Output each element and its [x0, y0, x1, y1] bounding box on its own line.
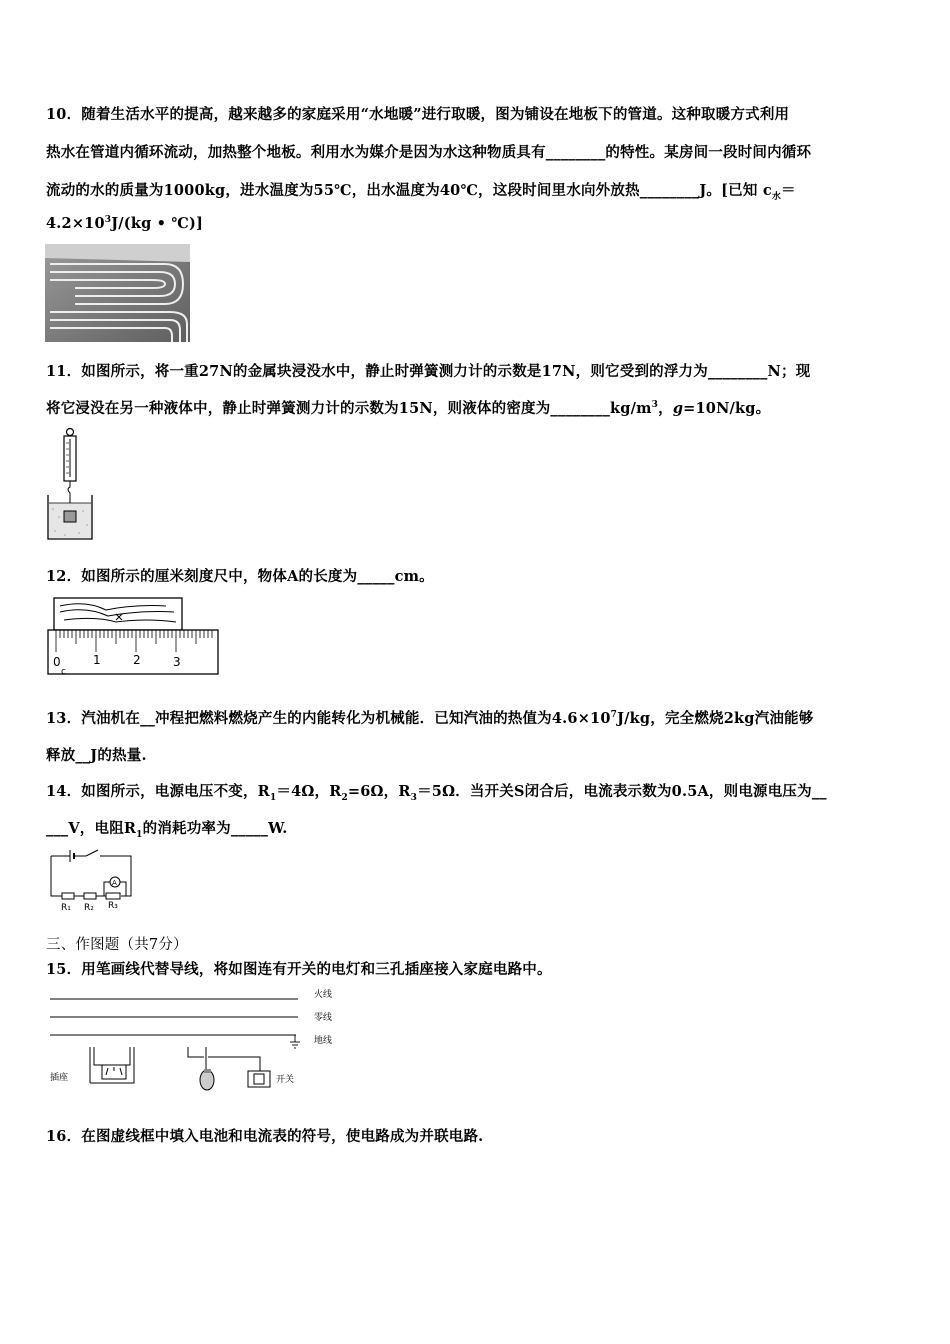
q13-line1 — [46, 707, 813, 728]
live-wire-label: 火线 — [314, 990, 333, 1000]
circuit-figure — [46, 844, 138, 914]
q10-line4 — [46, 215, 203, 232]
q13-line2: 释放__J的热量. — [46, 747, 147, 764]
q13-exp: 7 — [610, 710, 618, 721]
q16-line1: 16．在图虚线框中填入电池和电流表的符号，使电路成为并联电路. — [46, 1128, 484, 1145]
q11-g-value: =10N/kg。 — [683, 400, 771, 417]
ruler-label-3: 3 — [173, 655, 181, 669]
ruler-unit-c: c — [61, 667, 66, 677]
neutral-wire-label: 零线 — [314, 1013, 333, 1023]
q10-exp: 3 — [104, 215, 112, 226]
q14-text-d: ＝5Ω．当开关S闭合后，电流表示数为0.5A，则电源电压为__ — [417, 783, 827, 800]
q11-g: g — [672, 400, 684, 417]
spring-scale-beaker-figure — [45, 427, 100, 545]
ground-wire-label: 地线 — [314, 1036, 333, 1046]
q14-sub2: 2 — [341, 792, 348, 803]
q10-line1: 10．随着生活水平的提高，越来越多的家庭采用“水地暖”进行取暖，图为铺设在地板下的管道。这种取暖方式利用 — [46, 106, 790, 123]
q13-line1-text: 13．汽油机在__冲程把燃料燃烧产生的内能转化为机械能．已知汽油的热值为4.6×10 — [46, 710, 611, 727]
ruler-label-1: 1 — [93, 653, 101, 667]
q12-line1: 12．如图所示的厘米刻度尺中，物体A的长度为_____cm。 — [46, 568, 434, 585]
q14-text-c: =6Ω，R — [347, 783, 411, 800]
q14-line2-text: ___V，电阻R — [46, 820, 137, 837]
q14-sub1: 1 — [269, 792, 277, 803]
q11-comma: ， — [658, 400, 673, 417]
q10-line2: 热水在管道内循环流动，加热整个地板。利用水为媒介是因为水这种物质具有________的特性。某房间一段时间内循环 — [46, 144, 812, 161]
circuit-label-r2: R₂ — [84, 903, 94, 913]
household-wiring-figure — [46, 985, 336, 1093]
water-subscript: 水 — [771, 191, 782, 202]
q10-line4-unit: J/(kg • ℃)] — [111, 215, 204, 232]
circuit-label-r3: R₃ — [108, 901, 118, 911]
ruler-figure — [46, 596, 222, 678]
q14-line2-sub: 1 — [136, 829, 143, 840]
q14-text-a: 14．如图所示，电源电压不变，R — [46, 783, 270, 800]
q10-line4-text: 4.2×10 — [46, 215, 105, 232]
q10-line3-eq: ＝ — [781, 182, 796, 199]
q11-exp: 3 — [651, 400, 659, 411]
q14-text-b: ＝4Ω，R — [276, 783, 342, 800]
q15-line1: 15．用笔画线代替导线，将如图连有开关的电灯和三孔插座接入家庭电路中。 — [46, 961, 552, 978]
q14-line1 — [46, 780, 827, 803]
q10-line3-text: 流动的水的质量为1000kg，进水温度为55℃，出水温度为40℃，这段时间里水向外放热________J。[已知 c — [46, 182, 772, 199]
q10-line3 — [46, 179, 796, 202]
floor-heating-photo — [45, 244, 190, 342]
q13-line1-rest: J/kg，完全燃烧2kg汽油能够 — [617, 710, 814, 727]
ruler-label-0: 0 — [53, 655, 61, 669]
svg-text:A: A — [112, 879, 117, 887]
q11-line2 — [46, 397, 770, 418]
ruler-label-2: 2 — [133, 653, 141, 667]
q11-line1: 11．如图所示，将一重27N的金属块浸没水中，静止时弹簧测力计的示数是17N，则它受到的浮力为________N；现 — [46, 363, 811, 380]
section3-title: 三、作图题（共7分） — [46, 937, 188, 953]
q14-line2-rest: 的消耗功率为_____W. — [142, 820, 288, 837]
socket-label: 插座 — [50, 1073, 69, 1083]
q11-line2-text: 将它浸没在另一种液体中，静止时弹簧测力计的示数为15N，则液体的密度为________kg/m — [46, 400, 652, 417]
switch-label: 开关 — [276, 1075, 295, 1085]
circuit-label-r1: R₁ — [61, 903, 71, 913]
q14-sub3: 3 — [410, 792, 418, 803]
q14-line2 — [46, 817, 288, 840]
